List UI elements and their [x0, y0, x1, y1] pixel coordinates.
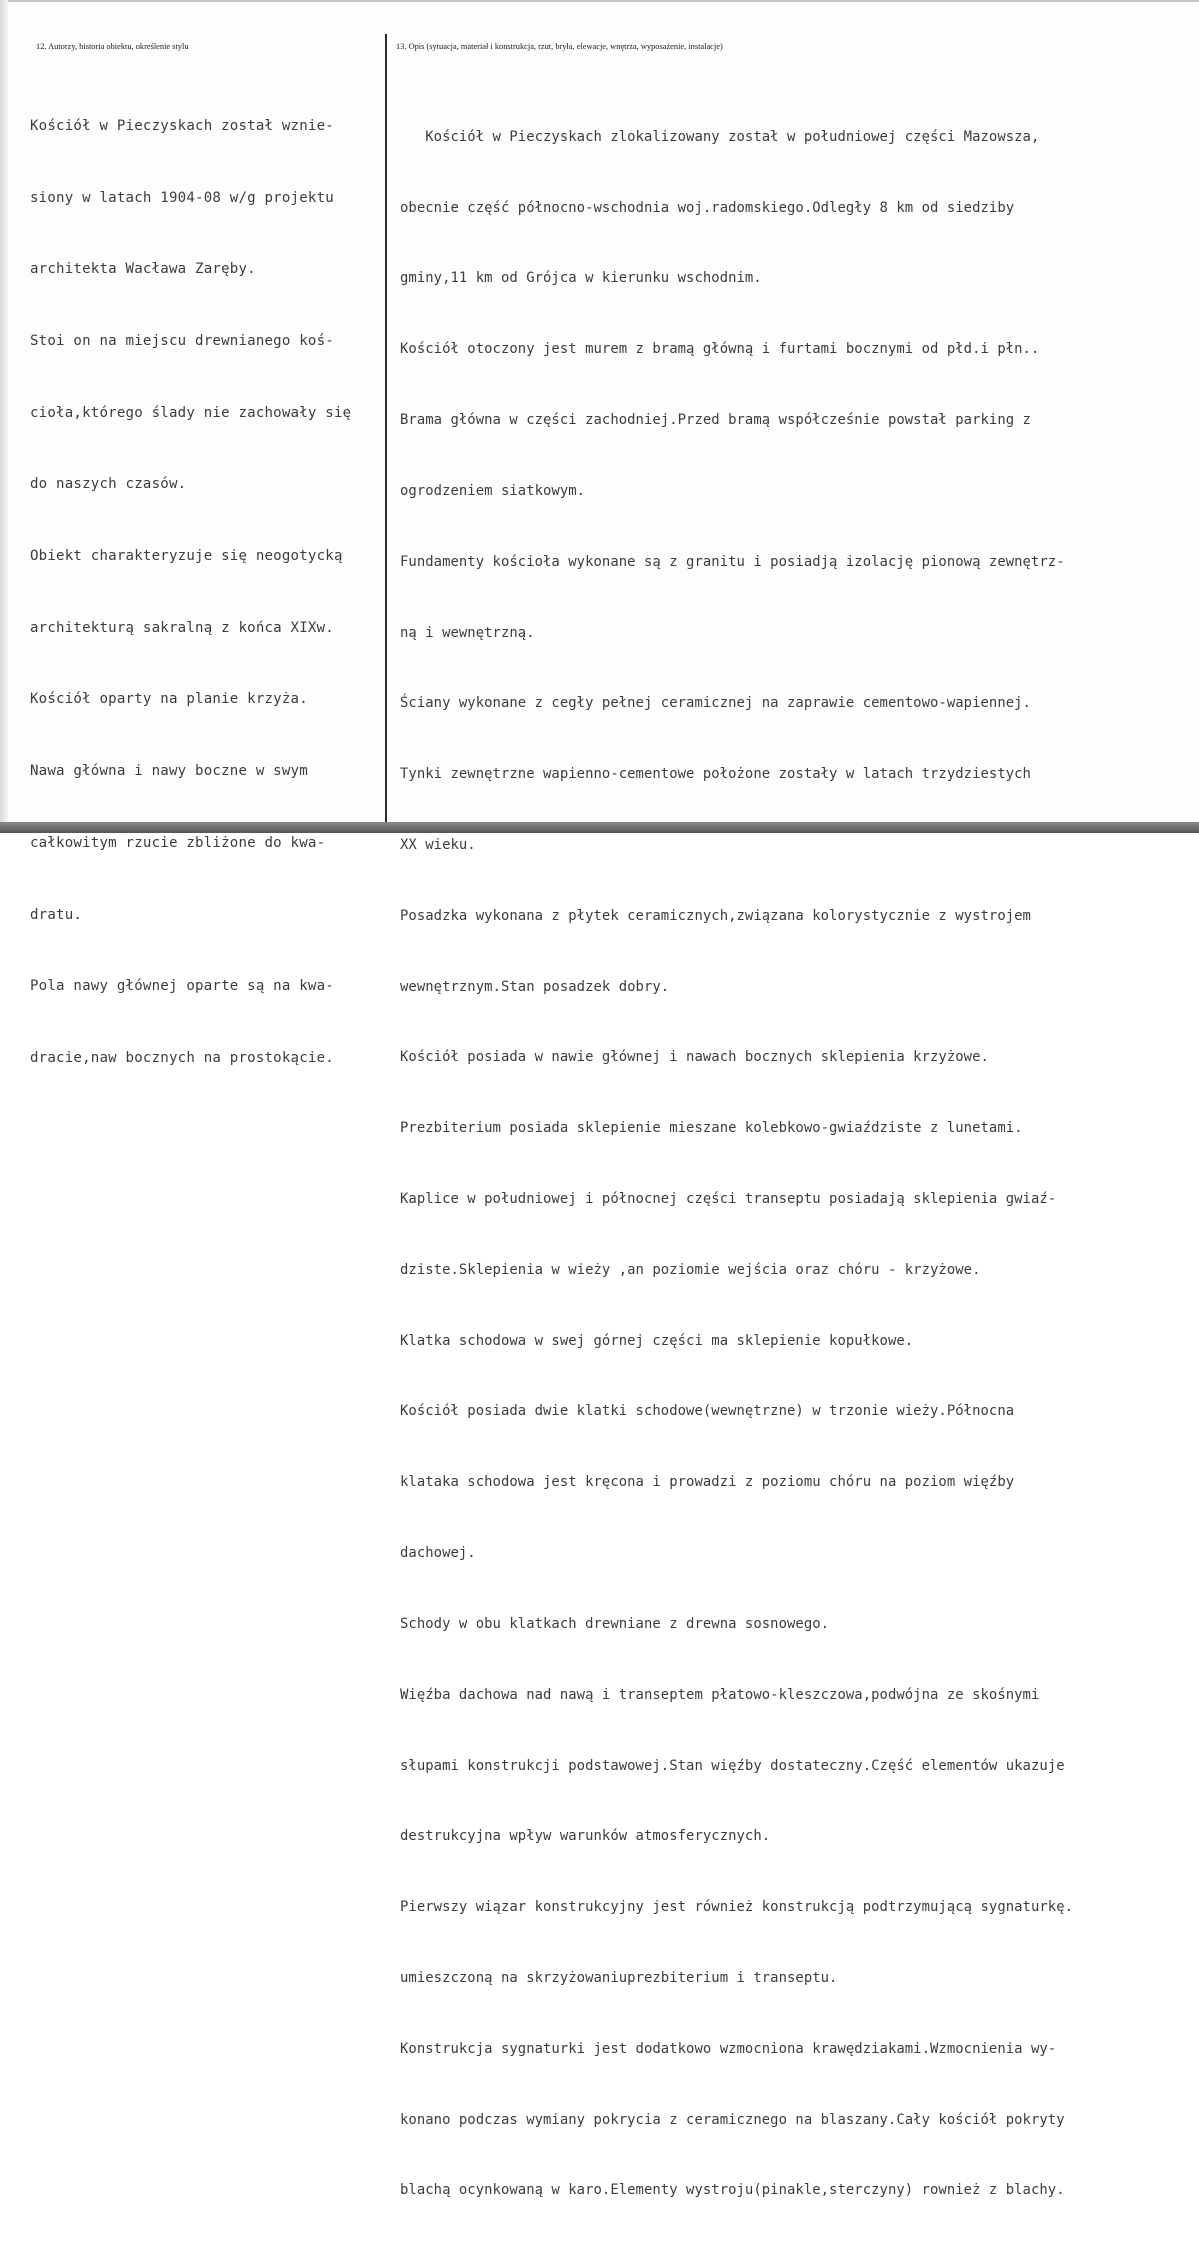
text-line: Schody w obu klatkach drewniane z drewna sosnowego. [400, 1615, 830, 1632]
authors-history-text [30, 67, 351, 1119]
text-line: Posadzka wykonana z płytek ceramicznych,związana kolorystycznie z wystrojem [400, 907, 1031, 924]
text-line: Kaplice w południowej i północnej części transeptu posiadają sklepienia gwiaź- [400, 1191, 1057, 1207]
text-line: Brama główna w części zachodniej.Przed bramą współcześnie powstał parking z [400, 412, 1031, 429]
text-line: całkowitym rzucie zbliżone do kwa- [30, 834, 326, 851]
text-line: do naszych czasów. [30, 476, 187, 493]
text-line: architekturą sakralną z końca XIXw. [30, 619, 334, 636]
text-line: Pierwszy wiązar konstrukcyjny jest również konstrukcją podtrzymującą sygnaturkę. [400, 1899, 1074, 1916]
text-line: Kościół posiada w nawie głównej i nawach bocznych sklepienia krzyżowe. [400, 1049, 989, 1066]
text-line: Więźba dachowa nad nawą i transeptem płatowo-kleszczowa,podwójna ze skośnymi [400, 1686, 1040, 1703]
text-line: destrukcyjna wpływ warunków atmosferycznych. [400, 1828, 771, 1845]
text-line: słupami konstrukcji podstawowej.Stan więźby dostateczny.Część elementów ukazuje [400, 1757, 1065, 1774]
bottom-scan-edge [0, 822, 1199, 833]
text-line: cioła,którego ślady nie zachowały się [30, 404, 352, 421]
text-line: klataka schodowa jest kręcona i prowadzi z poziomu chóru na poziom więźby [400, 1474, 1015, 1491]
text-line: ną i wewnętrzną. [400, 624, 535, 641]
text-line: Kościół oparty na planie krzyża. [30, 691, 308, 708]
text-line: blachą ocynkowaną w karo.Elementy wystroju(pinakle,sterczyny) rownież z blachy. [400, 2182, 1065, 2199]
text-line: Pola nawy głównej oparte są na kwa- [30, 978, 334, 995]
top-border [0, 0, 1199, 2]
description-text [400, 78, 1073, 2250]
text-line: dziste.Sklepienia w wieży ,an poziomie wejścia oraz chóru - krzyżowe. [400, 1261, 981, 1278]
text-line: Fundamenty kościoła wykonane są z granitu i posiadją izolację pionową zewnętrz- [400, 553, 1065, 570]
text-line: konano podczas wymiany pokrycia z ceramicznego na blaszany.Cały kościół pokryty [400, 2111, 1065, 2128]
text-line: Klatka schodowa w swej górnej części ma sklepienie kopułkowe. [400, 1332, 914, 1349]
text-line: Kościół posiada dwie klatki schodowe(wewnętrzne) w trzonie wieży.Północna [400, 1403, 1015, 1420]
text-line: wewnętrznym.Stan posadzek dobry. [400, 978, 670, 995]
text-line: Tynki zewnętrzne wapienno-cementowe położone zostały w latach trzydziestych [400, 766, 1031, 783]
column-divider [385, 34, 387, 824]
left-page-edge [0, 0, 8, 833]
text-line: umieszczoną na skrzyżowaniuprezbiterium i transeptu. [400, 1969, 838, 1986]
text-line: gminy,11 km od Grójca w kierunku wschodnim. [400, 270, 762, 287]
text-line: Kościół w Pieczyskach zlokalizowany został w południowej części Mazowsza, [400, 128, 1040, 145]
text-line: Prezbiterium posiada sklepienie mieszane kolebkowo-gwiaździste z lunetami. [400, 1120, 1023, 1137]
text-line: dratu. [30, 906, 83, 923]
text-line: Obiekt charakteryzuje się neogotycką [30, 548, 343, 565]
text-line: architekta Wacława Zaręby. [30, 261, 256, 278]
text-line: obecnie część północno-wschodnia woj.radomskiego.Odległy 8 km od siedziby [400, 199, 1015, 216]
text-line: siony w latach 1904-08 w/g projektu [30, 189, 334, 206]
text-line: Kościół w Pieczyskach został wznie- [30, 117, 334, 134]
text-line: Ściany wykonane z cegły pełnej ceramicznej na zaprawie cementowo-wapiennej. [400, 695, 1031, 712]
text-line: dracie,naw bocznych na prostokącie. [30, 1049, 334, 1066]
text-line: Nawa główna i nawy boczne w swym [30, 763, 308, 780]
section-13-header: 13. Opis (sytuacja, materiał i konstrukcja, rzut, bryła, elewacje, wnętrza, wyposażenie, instalacje) [396, 42, 723, 51]
text-line: Konstrukcja sygnaturki jest dodatkowo wzmocniona krawędziakami.Wzmocnienia wy- [400, 2040, 1057, 2057]
text-line: Kościół otoczony jest murem z bramą główną i furtami bocznymi od płd.i płn.. [400, 341, 1040, 358]
text-line: dachowej. [400, 1545, 476, 1562]
text-line: Stoi on na miejscu drewnianego koś- [30, 332, 334, 349]
text-line: XX wieku. [400, 836, 476, 853]
text-line: ogrodzeniem siatkowym. [400, 482, 586, 499]
section-12-header: 12. Autorzy, historia obiektu, określenie stylu [36, 42, 189, 51]
